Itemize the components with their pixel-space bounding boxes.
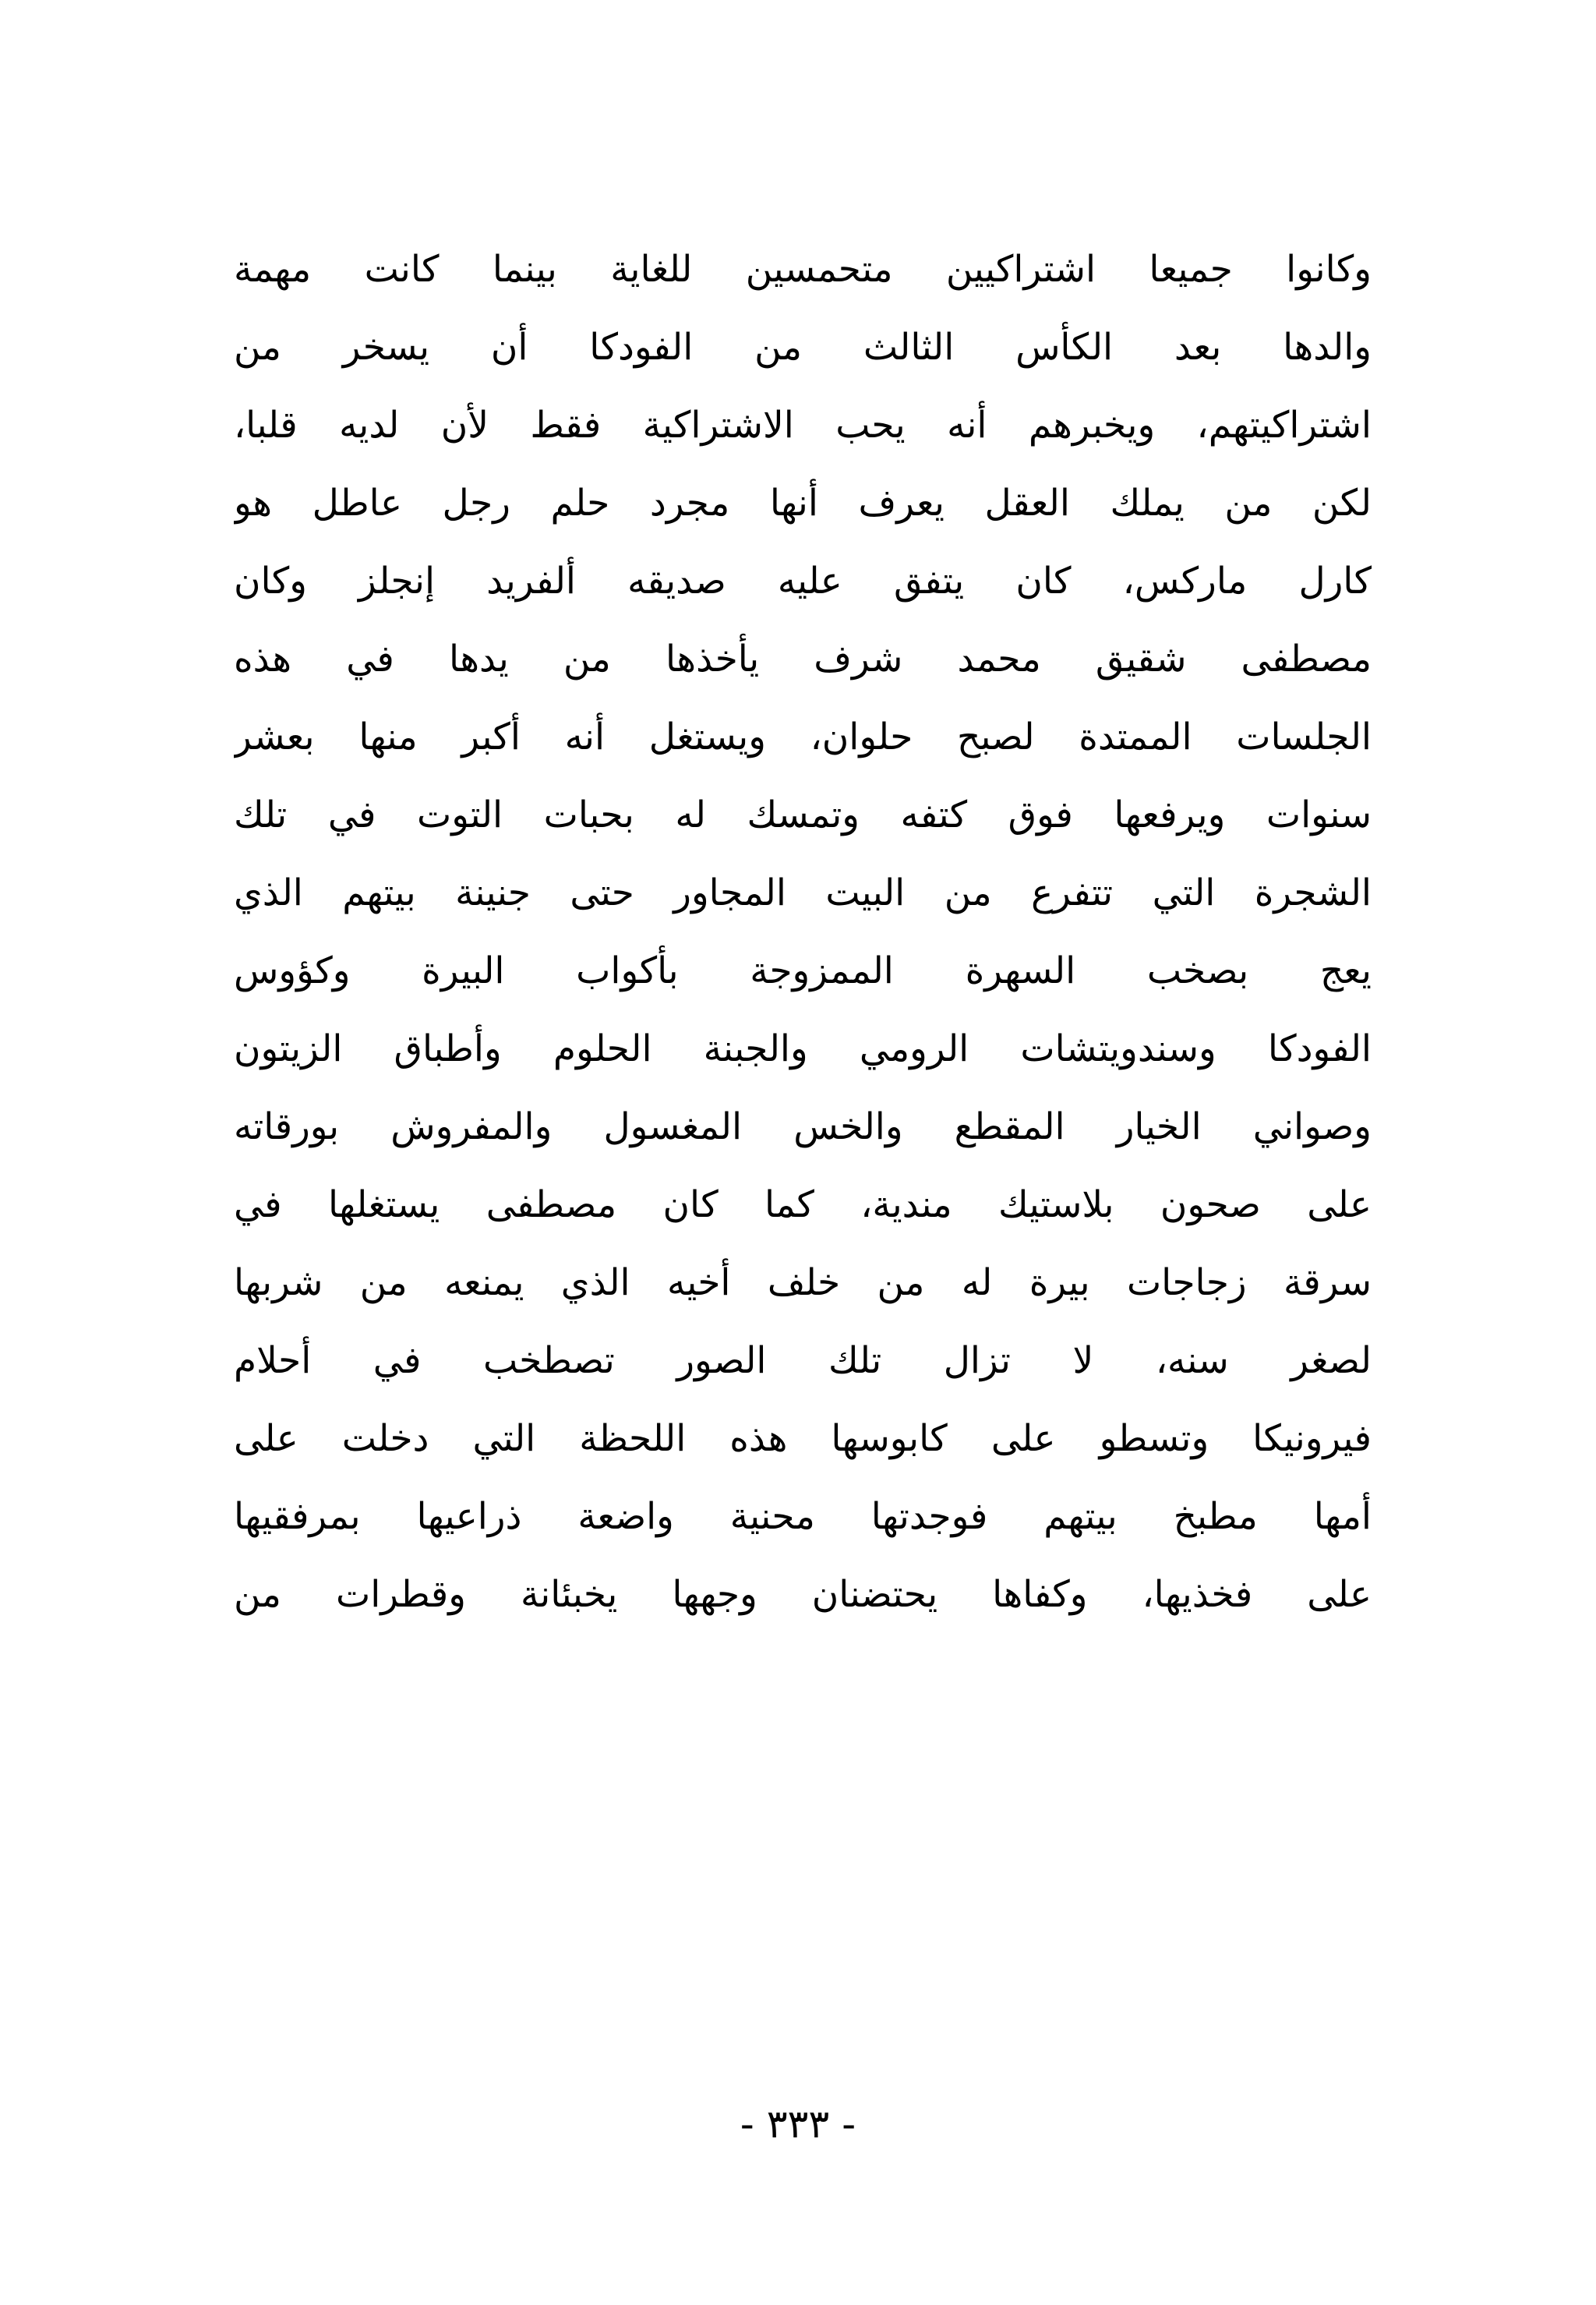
text-line: أمها مطبخ بيتهم فوجدتها محنية واضعة ذراعيها بمرفقيها — [234, 1495, 1372, 1538]
text-line: لكن من يملك العقل يعرف أنها مجرد حلم رجل عاطل هو — [234, 482, 1372, 525]
text-line: على صحون بلاستيك مندية، كما كان مصطفى يستغلها في — [234, 1183, 1372, 1226]
text-line: مصطفى شقيق محمد شرف يأخذها من يدها في هذه — [234, 638, 1372, 681]
text-line: يعج بصخب السهرة الممزوجة بأكواب البيرة وكؤوس — [234, 949, 1372, 992]
text-line: الشجرة التي تتفرع من البيت المجاور حتى جنينة بيتهم الذي — [234, 871, 1372, 914]
text-line: الفودكا وسندويتشات الرومي والجبنة الحلوم وأطباق الزيتون — [234, 1027, 1372, 1070]
text-line: وصواني الخيار المقطع والخس المغسول والمفروش بورقاته — [234, 1105, 1372, 1148]
text-line: اشتراكيتهم، ويخبرهم أنه يحب الاشتراكية فقط لأن لديه قلبا، — [234, 404, 1372, 447]
text-line: على فخذيها، وكفاها يحتضنان وجهها يخبئانة وقطرات من — [234, 1573, 1372, 1616]
text-line: الجلسات الممتدة لصبح حلوان، ويستغل أنه أكبر منها بعشر — [234, 716, 1372, 758]
page-number: - ٣٣٣ - — [740, 2102, 856, 2147]
text-line: لصغر سنه، لا تزال تلك الصور تصطخب في أحلام — [234, 1339, 1372, 1382]
text-line: سنوات ويرفعها فوق كتفه وتمسك له بحبات التوت في تلك — [234, 794, 1372, 836]
body-text — [234, 231, 1372, 1634]
text-line: كارل ماركس، كان يتفق عليه صديقه ألفريد إنجلز وكان — [234, 560, 1372, 603]
text-line: فيرونيكا وتسطو على كابوسها هذه اللحظة التي دخلت على — [234, 1417, 1372, 1460]
text-line: سرقة زجاجات بيرة له من خلف أخيه الذي يمنعه من شربها — [234, 1261, 1372, 1304]
text-line: وكانوا جميعا اشتراكيين متحمسين للغاية بينما كانت مهمة — [234, 248, 1372, 291]
text-line: والدها بعد الكأس الثالث من الفودكا أن يسخر من — [234, 326, 1372, 369]
